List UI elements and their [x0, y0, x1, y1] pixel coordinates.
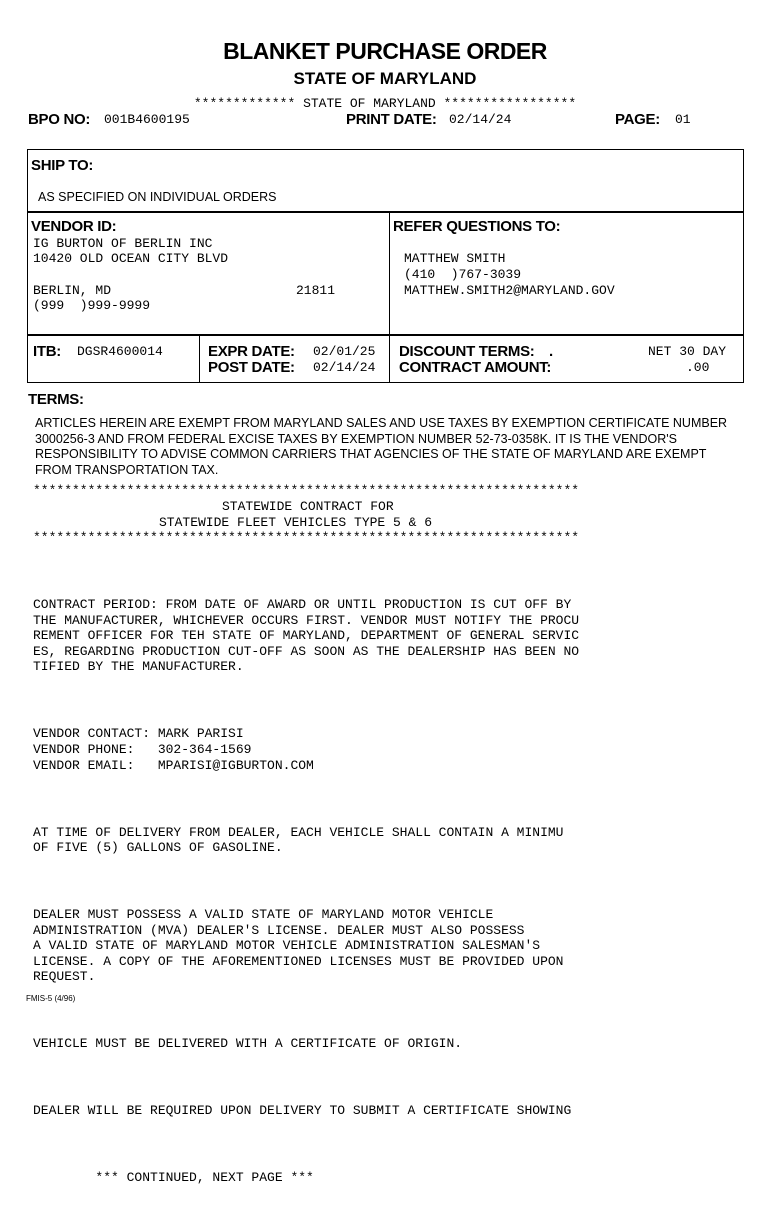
discount-terms-value: NET 30 DAY — [648, 344, 727, 359]
body-paragraphs — [33, 561, 579, 1219]
vendor-phone: (999 )999-9999 — [33, 298, 151, 313]
ship-to-label: SHIP TO: — [31, 157, 94, 174]
bpo-no-value: 001B4600195 — [104, 112, 190, 127]
expr-date-value: 02/01/25 — [313, 344, 376, 359]
contract-period-paragraph: CONTRACT PERIOD: FROM DATE OF AWARD OR UNTIL PRODUCTION IS CUT OFF BY THE MANUFACTURER, WHICHEVER OCCURS FIRST. VENDOR MUST NOTIFY THE PROCU REMENT OFFICER FOR TEH STATE OF MARYLAND, DEPARTMENT OF GENERAL SERVIC ES, REGARDING PRODUCTION CUT-OFF AS SOON AS THE DEALERSHIP HAS BEEN NO TIFIED BY THE MANUFACTURER. — [33, 597, 580, 675]
state-banner: ************* STATE OF MARYLAND ***************** — [193, 96, 577, 111]
continued-notice: *** CONTINUED, NEXT PAGE *** — [33, 1170, 314, 1186]
vendor-divider — [389, 211, 390, 335]
dates-divider — [389, 334, 390, 382]
itb-value: DGSR4600014 — [77, 344, 163, 359]
contact-email: MATTHEW.SMITH2@MARYLAND.GOV — [404, 283, 615, 298]
document-subtitle: STATE OF MARYLAND — [293, 69, 477, 88]
post-date-label: POST DATE: — [208, 359, 295, 376]
terms-text: ARTICLES HEREIN ARE EXEMPT FROM MARYLAND SALES AND USE TAXES BY EXEMPTION CERTIFICATE NUMBER 3000256-3 AND FROM FEDERAL EXCISE TAXES BY EXEMPTION NUMBER 52-73-0358K. IT IS THE VENDOR'S RESPONSIBILITY TO ADVISE COMMON CARRIERS THAT AGENCIES OF THE STATE OF MARYLAND ARE EXEMPT FROM TRANSPORTATION TAX. — [35, 416, 728, 477]
contact-phone: (410 )767-3039 — [404, 267, 522, 282]
refer-questions-label: REFER QUESTIONS TO: — [393, 218, 561, 235]
vendor-name: IG BURTON OF BERLIN INC — [33, 236, 213, 251]
discount-terms-label: DISCOUNT TERMS: — [399, 343, 535, 360]
contract-heading-line1: STATEWIDE CONTRACT FOR — [222, 499, 394, 514]
itb-label: ITB: — [33, 343, 61, 360]
stars-divider-bottom: ********************************************************************** — [33, 530, 580, 545]
terms-label: TERMS: — [28, 391, 84, 408]
discount-terms-dot: . — [549, 343, 553, 360]
stars-divider-top: ********************************************************************** — [33, 483, 580, 498]
page-value: 01 — [675, 112, 691, 127]
print-date-value: 02/14/24 — [449, 112, 512, 127]
vendor-contact-paragraph: VENDOR CONTACT: MARK PARISI VENDOR PHONE: 302-364-1569 VENDOR EMAIL: MPARISI@IGBURTON.COM — [33, 726, 314, 773]
post-date-value: 02/14/24 — [313, 360, 376, 375]
bpo-no-label: BPO NO: — [28, 111, 91, 128]
vendor-city: BERLIN, MD — [33, 283, 112, 298]
page-label: PAGE: — [615, 111, 660, 128]
contract-heading-line2: STATEWIDE FLEET VEHICLES TYPE 5 & 6 — [159, 515, 433, 530]
dealer-license-paragraph: DEALER MUST POSSESS A VALID STATE OF MARYLAND MOTOR VEHICLE ADMINISTRATION (MVA) DEALER'S LICENSE. DEALER MUST ALSO POSSESS A VALID STATE OF MARYLAND MOTOR VEHICLE ADMINISTRATION SALESMAN'S LICENSE. A COPY OF THE AFOREMENTIONED LICENSES MUST BE PROVIDED UPON REQUEST. — [33, 907, 564, 985]
delivery-certificate-paragraph: DEALER WILL BE REQUIRED UPON DELIVERY TO SUBMIT A CERTIFICATE SHOWING — [33, 1103, 572, 1119]
vendor-box — [27, 211, 744, 336]
vendor-zip: 21811 — [296, 283, 336, 298]
certificate-origin-paragraph: VEHICLE MUST BE DELIVERED WITH A CERTIFICATE OF ORIGIN. — [33, 1036, 463, 1052]
itb-divider — [199, 334, 200, 382]
document-title: BLANKET PURCHASE ORDER — [223, 38, 547, 64]
ship-to-text: AS SPECIFIED ON INDIVIDUAL ORDERS — [38, 190, 277, 204]
contract-amount-label: CONTRACT AMOUNT: — [399, 359, 552, 376]
expr-date-label: EXPR DATE: — [208, 343, 295, 360]
print-date-label: PRINT DATE: — [346, 111, 437, 128]
contact-name: MATTHEW SMITH — [404, 251, 506, 266]
vendor-id-label: VENDOR ID: — [31, 218, 117, 235]
vendor-address: 10420 OLD OCEAN CITY BLVD — [33, 251, 229, 266]
delivery-fuel-paragraph: AT TIME OF DELIVERY FROM DEALER, EACH VEHICLE SHALL CONTAIN A MINIMU OF FIVE (5) GALLONS OF GASOLINE. — [33, 824, 564, 856]
contract-amount-value: .00 — [686, 360, 710, 375]
form-code: FMIS-5 (4/96) — [26, 994, 76, 1003]
